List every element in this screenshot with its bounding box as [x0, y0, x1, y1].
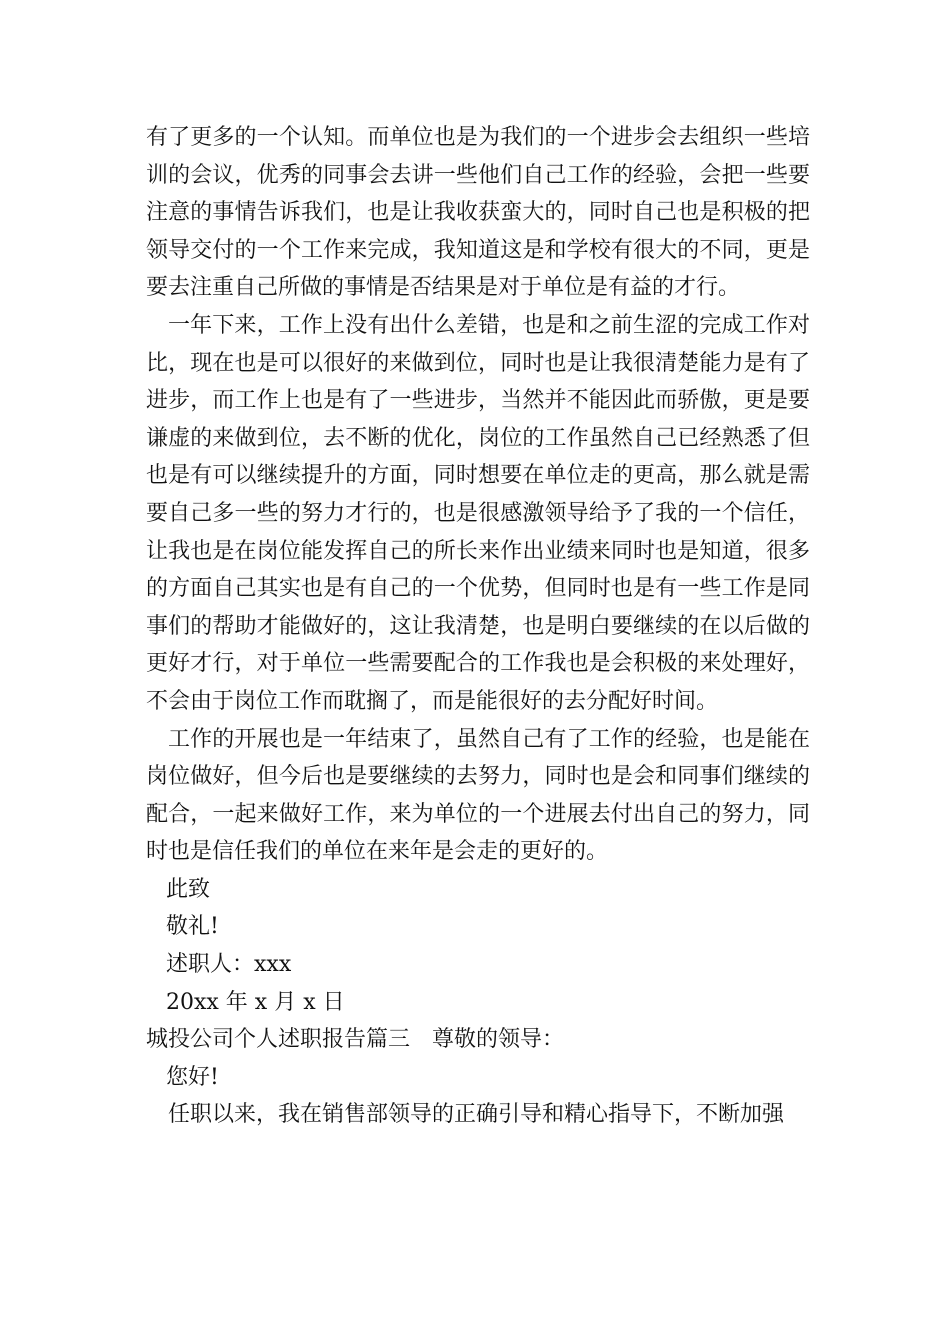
section-greeting: 您好!: [166, 1064, 219, 1090]
closing-respect: 敬礼!: [166, 914, 219, 940]
paragraph-continued: 有了更多的一个认知。而单位也是为我们的一个进步会去组织一些培训的会议，优秀的同事会去讲一些他们自己工作的经验，会把一些要注意的事情告诉我们，也是让我收获蛮大的，同时自己也是积极的把领导交付的一个工作来完成，我知道这是和学校有很大的不同，更是要去注重自己所做的事情是否结果是对于单位是有益的才行。: [146, 125, 810, 301]
section-first-line: 任职以来，我在销售部领导的正确引导和精心指导下，不断加强: [168, 1102, 785, 1128]
paragraph-year-review: 一年下来，工作上没有出什么差错，也是和之前生涩的完成工作对比，现在也是可以很好的来做到位，同时也是让我很清楚能力是有了进步，而工作上也是有了一些进步，当然并不能因此而骄傲，更是要谦虚的来做到位，去不断的优化，岗位的工作虽然自己已经熟悉了但也是有可以继续提升的方面，同时想要在单位走的更高，那么就是需要自己多一些的努力才行的，也是很感激领导给予了我的一个信任，让我也是在岗位能发挥自己的所长来作出业绩来同时也是知道，很多的方面自己其实也是有自己的一个优势，但同时也是有一些工作是同事们的帮助才能做好的，这让我清楚，也是明白要继续的在以后做的更好才行，对于单位一些需要配合的工作我也是会积极的来处理好，不会由于岗位工作而耽搁了，而是能很好的去分配好时间。: [146, 312, 810, 714]
paragraph-outlook: 工作的开展也是一年结束了，虽然自己有了工作的经验，也是能在岗位做好，但今后也是要继续的去努力，同时也是会和同事们继续的配合，一起来做好工作，来为单位的一个进展去付出自己的努力，同时也是信任我们的单位在来年是会走的更好的。: [146, 726, 810, 865]
document-body: [146, 119, 810, 1134]
closing-author: 述职人：xxx: [166, 952, 292, 978]
closing-date: 20xx 年 x 月 x 日: [166, 989, 345, 1015]
section-addressee: 尊敬的领导：: [432, 1027, 565, 1053]
closing-salutation: 此致: [166, 876, 211, 902]
section-heading-line: [146, 1021, 810, 1059]
section-title: 城投公司个人述职报告篇三: [146, 1027, 411, 1053]
